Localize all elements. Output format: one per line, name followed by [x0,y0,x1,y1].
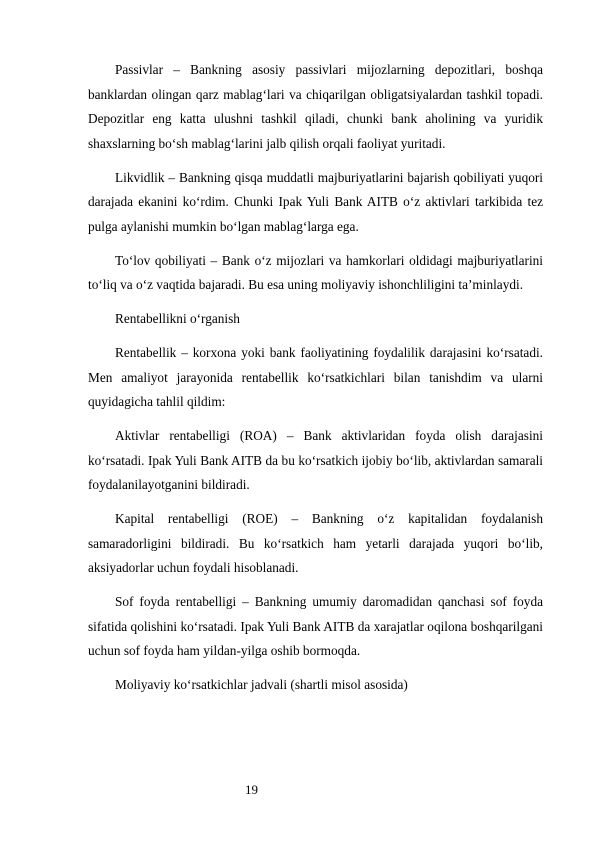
page-number: 19 [245,782,258,797]
document-body [88,58,543,707]
table-caption: Moliyaviy ko‘rsatkichlar jadvali (shartli misol asosida) [115,677,408,692]
paragraph-rentabellik: Rentabellik – korxona yoki bank faoliyatining foydalilik darajasini ko‘rsatadi. Men amaliyot jarayonida rentabellik ko‘rsatkichlari bilan tanishdim va ularni quyidagicha tahlil qildim: [88,345,543,409]
paragraph-sof-foyda: Sof foyda rentabelligi – Bankning umumiy daromadidan qanchasi sof foyda sifatida qolishini ko‘rsatadi. Ipak Yuli Bank AITB da xarajatlar oqilona boshqarilgani uchun sof foyda ham yildan-yilga oshib bormoqda. [88,594,543,658]
paragraph-roa: Aktivlar rentabelligi (ROA) – Bank aktivlaridan foyda olish darajasini ko‘rsatadi. Ipak Yuli Bank AITB da bu ko‘rsatkich ijobiy bo‘lib, aktivlardan samarali foydalanilayotganini bildiradi. [88,428,543,492]
section-heading-rentabellik: Rentabellikni o‘rganish [115,311,240,326]
paragraph-passivlar: Passivlar – Bankning asosiy passivlari mijozlarning depozitlari, boshqa banklardan olingan qarz mablag‘lari va chiqarilgan obligatsiyalardan tashkil topadi. Depozitlar eng katta ulushni tashkil qiladi, chunki bank aholining va yuridik shaxslarning bo‘sh mablag‘larini jalb qilish orqali faoliyat yuritadi. [88,62,543,151]
paragraph-roe: Kapital rentabelligi (ROE) – Bankning o‘z kapitalidan foydalanish samaradorligini bildiradi. Bu ko‘rsatkich ham yetarli darajada yuqori bo‘lib, aksiyadorlar uchun foydali hisoblanadi. [88,511,543,575]
paragraph-likvidlik: Likvidlik – Bankning qisqa muddatli majburiyatlarini bajarish qobiliyati yuqori darajada ekanini ko‘rdim. Chunki Ipak Yuli Bank AITB o‘z aktivlari tarkibida tez pulga aylanishi mumkin bo‘lgan mablag‘larga ega. [88,169,543,234]
paragraph-tolov-qobiliyati: To‘lov qobiliyati – Bank o‘z mijozlari va hamkorlari oldidagi majburiyatlarini to‘liq va o‘z vaqtida bajaradi. Bu esa uning moliyaviy ishonchliligini ta’minlaydi. [88,252,543,292]
